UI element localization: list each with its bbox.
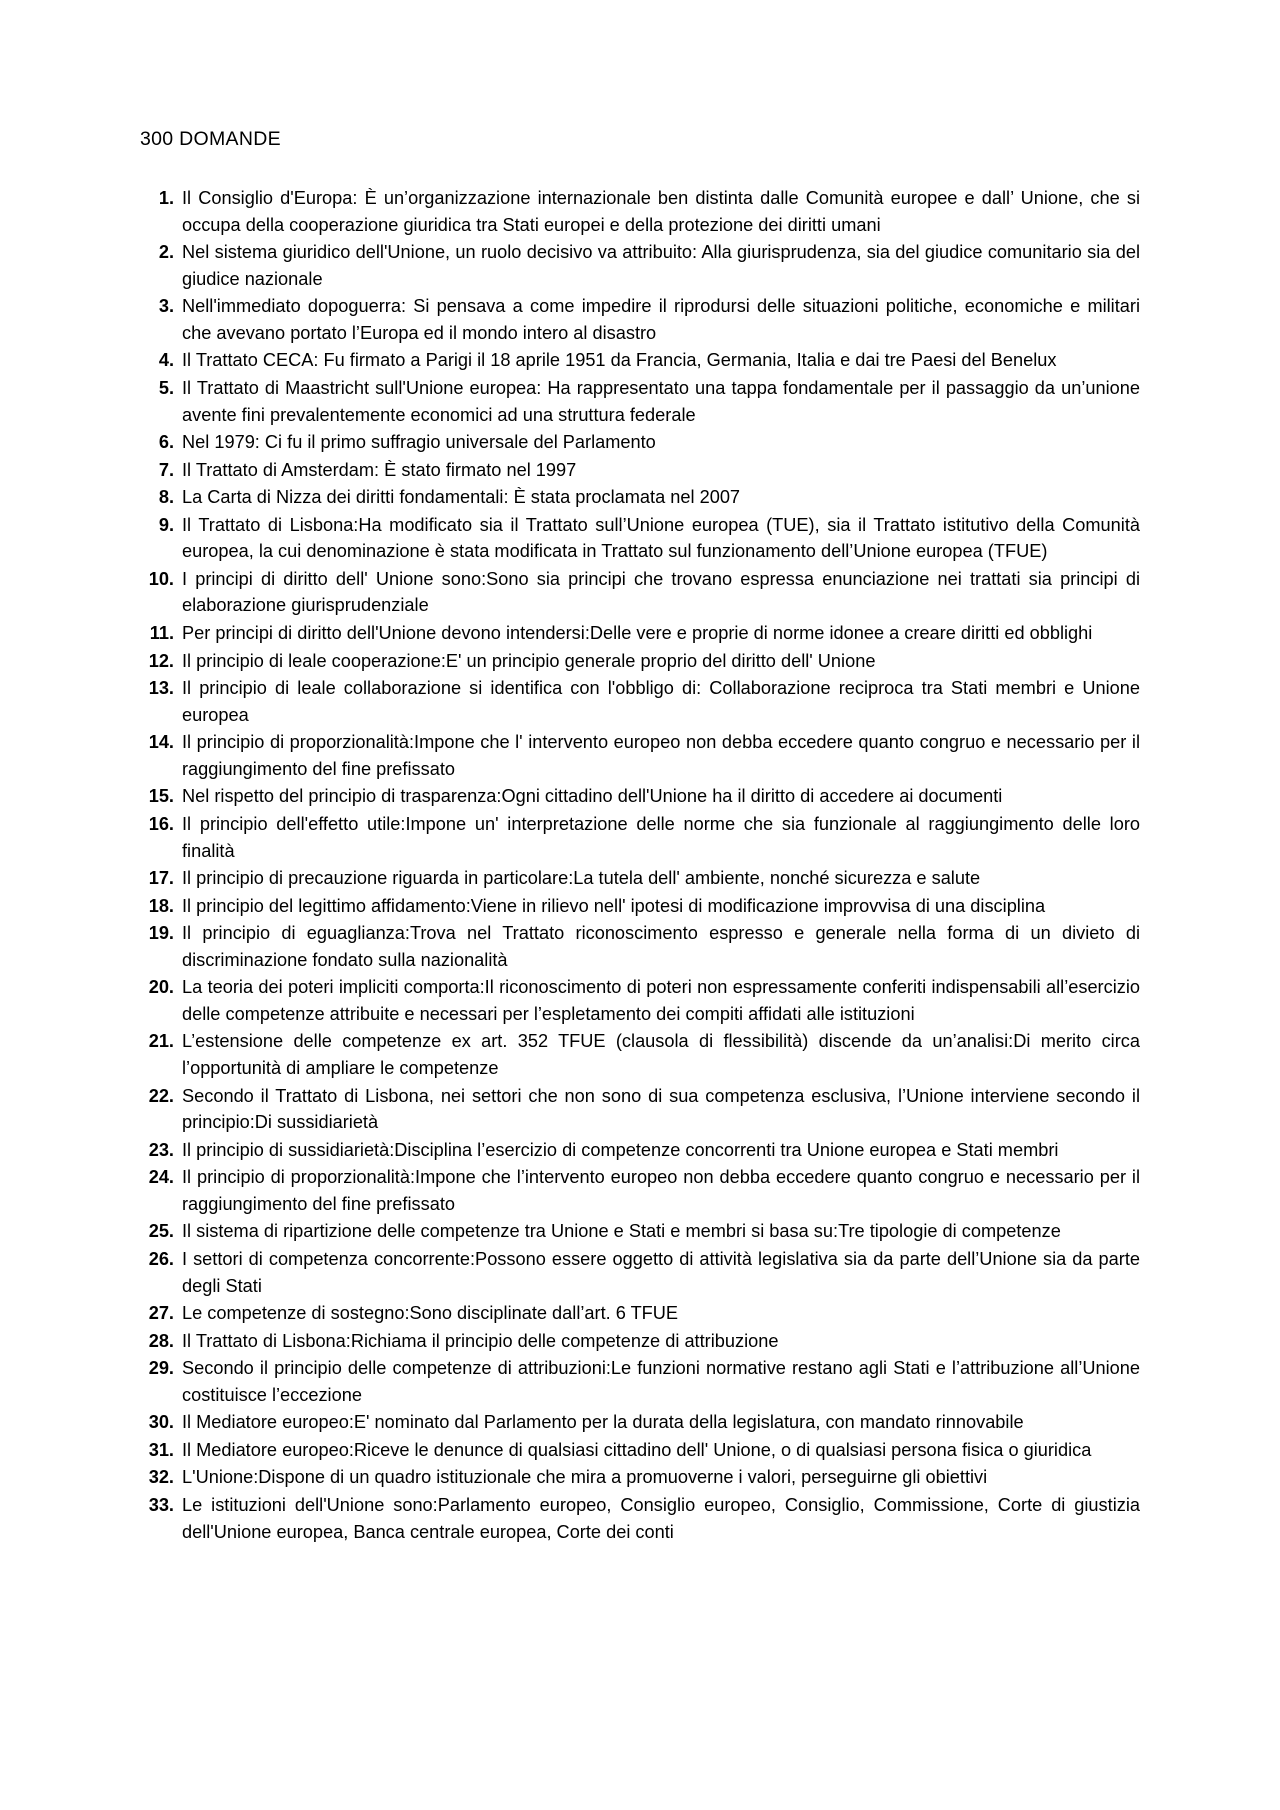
question-number: 19. [148, 923, 174, 944]
question-text: Nel sistema giuridico dell'Unione, un ruolo decisivo va attribuito: Alla giurisprudenza, sia del giudice comunitario sia del giudice nazionale [182, 242, 1140, 289]
page-title: 300 DOMANDE [140, 128, 281, 150]
question-text: Nell'immediato dopoguerra: Si pensava a come impedire il riprodursi delle situazioni politiche, economiche e militari che avevano portato l’Europa ed il mondo intero al disastro [182, 296, 1140, 343]
question-number: 3. [158, 296, 174, 317]
question-item [140, 1328, 1140, 1355]
question-number: 7. [158, 459, 174, 480]
question-item [140, 375, 1140, 428]
question-number: 31. [148, 1439, 174, 1460]
question-number: 30. [148, 1412, 174, 1433]
question-text: Il principio dell'effetto utile:Impone un' interpretazione delle norme che sia funzionale al raggiungimento delle loro finalità [182, 813, 1140, 861]
question-text: Le istituzioni dell'Unione sono:Parlamento europeo, Consiglio europeo, Consiglio, Commissione, Corte di giustizia dell'Unione europea, Banca centrale europea, Corte dei conti [182, 1495, 1140, 1542]
question-number: 16. [148, 813, 174, 834]
question-item [140, 974, 1140, 1027]
question-number: 2. [158, 242, 174, 263]
question-item [140, 1246, 1140, 1299]
question-text: L'Unione:Dispone di un quadro istituzionale che mira a promuoverne i valori, perseguirne gli obiettivi [182, 1467, 988, 1488]
question-item [140, 811, 1140, 864]
question-item [140, 566, 1140, 619]
question-text: Il Trattato di Lisbona:Richiama il principio delle competenze di attribuzione [182, 1330, 779, 1351]
question-number: 5. [158, 377, 174, 398]
question-number: 14. [148, 732, 174, 753]
question-text: Il principio di leale cooperazione:E' un principio generale proprio del diritto dell' Unione [182, 650, 876, 671]
question-text: Il principio del legittimo affidamento:Viene in rilievo nell' ipotesi di modificazione improvvisa di una disciplina [182, 895, 1046, 916]
question-text: Il principio di proporzionalità:Impone che l’intervento europeo non debba eccedere quanto congruo e necessario per il raggiungimento del fine prefissato [182, 1167, 1140, 1214]
question-item [140, 675, 1140, 728]
question-number: 22. [148, 1085, 174, 1106]
question-text: Il Trattato di Lisbona:Ha modificato sia il Trattato sull’Unione europea (TUE), sia il Trattato istitutivo della Comunità europea, la cui denominazione è stata modificata in Trattato sul funzionamento dell’Unione europea (TFUE) [182, 514, 1140, 562]
question-item [140, 1218, 1140, 1245]
question-text: Secondo il Trattato di Lisbona, nei settori che non sono di sua competenza esclusiva, l’Unione interviene secondo il principio:Di sussidiarietà [182, 1085, 1140, 1133]
question-item [140, 620, 1140, 647]
question-number: 17. [148, 868, 174, 889]
question-number: 9. [158, 514, 174, 535]
question-number: 10. [148, 568, 174, 589]
question-number: 28. [148, 1330, 174, 1351]
question-item [140, 648, 1140, 675]
question-text: Il Trattato CECA: Fu firmato a Parigi il 18 aprile 1951 da Francia, Germania, Italia e dai tre Paesi del Benelux [182, 350, 1057, 371]
questions-list [140, 185, 1140, 1545]
question-item [140, 239, 1140, 292]
question-text: Le competenze di sostegno:Sono disciplinate dall’art. 6 TFUE [182, 1303, 679, 1324]
question-number: 27. [148, 1303, 174, 1324]
question-text: Per principi di diritto dell'Unione devono intendersi:Delle vere e proprie di norme idonee a creare diritti ed obblighi [182, 623, 1093, 643]
question-text: L’estensione delle competenze ex art. 352 TFUE (clausola di flessibilità) discende da un’analisi:Di merito circa l’opportunità di ampliare le competenze [182, 1031, 1140, 1078]
question-item [140, 1028, 1140, 1081]
question-item [140, 1083, 1140, 1136]
question-item [140, 1409, 1140, 1436]
question-item [140, 920, 1140, 973]
question-text: Il Mediatore europeo:E' nominato dal Parlamento per la durata della legislatura, con mandato rinnovabile [182, 1412, 1024, 1433]
question-text: Nel 1979: Ci fu il primo suffragio universale del Parlamento [182, 432, 656, 453]
question-item [140, 347, 1140, 374]
question-number: 26. [148, 1248, 174, 1269]
question-item [140, 1137, 1140, 1164]
question-item [140, 893, 1140, 920]
question-number: 4. [158, 350, 174, 371]
question-text: Il Trattato di Amsterdam: È stato firmato nel 1997 [182, 459, 577, 480]
question-item [140, 484, 1140, 511]
question-item [140, 185, 1140, 238]
question-item [140, 1437, 1140, 1464]
question-text: Nel rispetto del principio di trasparenza:Ogni cittadino dell'Unione ha il diritto di accedere ai documenti [182, 786, 1003, 807]
question-number: 32. [148, 1467, 174, 1488]
question-text: I settori di competenza concorrente:Possono essere oggetto di attività legislativa sia da parte dell’Unione sia da parte degli Stati [182, 1248, 1140, 1296]
question-item [140, 1300, 1140, 1327]
question-item [140, 729, 1140, 782]
question-number: 21. [148, 1031, 174, 1052]
question-text: Il Trattato di Maastricht sull'Unione europea: Ha rappresentato una tappa fondamentale per il passaggio da un’unione avente fini prevalentemente economici ad una struttura federale [182, 377, 1140, 425]
question-text: Il principio di proporzionalità:Impone che l' intervento europeo non debba eccedere quanto congruo e necessario per il raggiungimento del fine prefissato [182, 732, 1140, 779]
question-number: 6. [158, 432, 174, 453]
question-text: Secondo il principio delle competenze di attribuzioni:Le funzioni normative restano agli Stati e l’attribuzione all’Unione costituisce l’eccezione [182, 1358, 1140, 1405]
question-item [140, 865, 1140, 892]
question-text: Il principio di eguaglianza:Trova nel Trattato riconoscimento espresso e generale nella forma di un divieto di discriminazione fondato sulla nazionalità [182, 923, 1140, 970]
question-text: Il principio di leale collaborazione si identifica con l'obbligo di: Collaborazione reciproca tra Stati membri e Unione europea [182, 678, 1140, 725]
question-item [140, 1492, 1140, 1545]
question-text: Il principio di precauzione riguarda in particolare:La tutela dell' ambiente, nonché sicurezza e salute [182, 868, 981, 889]
question-item [140, 1464, 1140, 1491]
question-number: 20. [148, 977, 174, 998]
question-item [140, 783, 1140, 810]
question-number: 15. [148, 786, 174, 807]
question-number: 1. [158, 188, 174, 208]
question-number: 11. [149, 623, 174, 643]
question-number: 23. [148, 1139, 174, 1160]
question-text: La teoria dei poteri impliciti comporta:Il riconoscimento di poteri non espressamente conferiti indispensabili all’esercizio delle competenze attribuite e necessari per l’espletamento dei compiti affidati alle istituzioni [182, 977, 1140, 1024]
question-number: 8. [158, 487, 174, 508]
question-item [140, 293, 1140, 346]
question-number: 33. [148, 1495, 174, 1515]
question-text: Il Consiglio d'Europa: È un’organizzazione internazionale ben distinta dalle Comunità europee e dall’ Unione, che si occupa della cooperazione giuridica tra Stati europei e della protezione dei diritti umani [182, 188, 1140, 235]
question-item [140, 1164, 1140, 1217]
question-item [140, 1355, 1140, 1408]
question-number: 24. [148, 1167, 174, 1188]
question-number: 12. [148, 650, 174, 671]
question-text: Il sistema di ripartizione delle competenze tra Unione e Stati e membri si basa su:Tre tipologie di competenze [182, 1221, 1061, 1242]
question-item [140, 512, 1140, 565]
question-number: 18. [148, 895, 174, 916]
question-text: I principi di diritto dell' Unione sono:Sono sia principi che trovano espressa enunciazione nei trattati sia principi di elaborazione giurisprudenziale [182, 568, 1140, 616]
question-text: Il principio di sussidiarietà:Disciplina l’esercizio di competenze concorrenti tra Unione europea e Stati membri [182, 1139, 1059, 1160]
question-text: Il Mediatore europeo:Riceve le denunce di qualsiasi cittadino dell' Unione, o di qualsiasi persona fisica o giuridica [182, 1439, 1092, 1460]
question-item [140, 429, 1140, 456]
question-number: 29. [148, 1358, 174, 1379]
question-text: La Carta di Nizza dei diritti fondamentali: È stata proclamata nel 2007 [182, 487, 741, 508]
question-number: 25. [148, 1221, 174, 1242]
question-number: 13. [148, 678, 174, 699]
question-item [140, 457, 1140, 484]
